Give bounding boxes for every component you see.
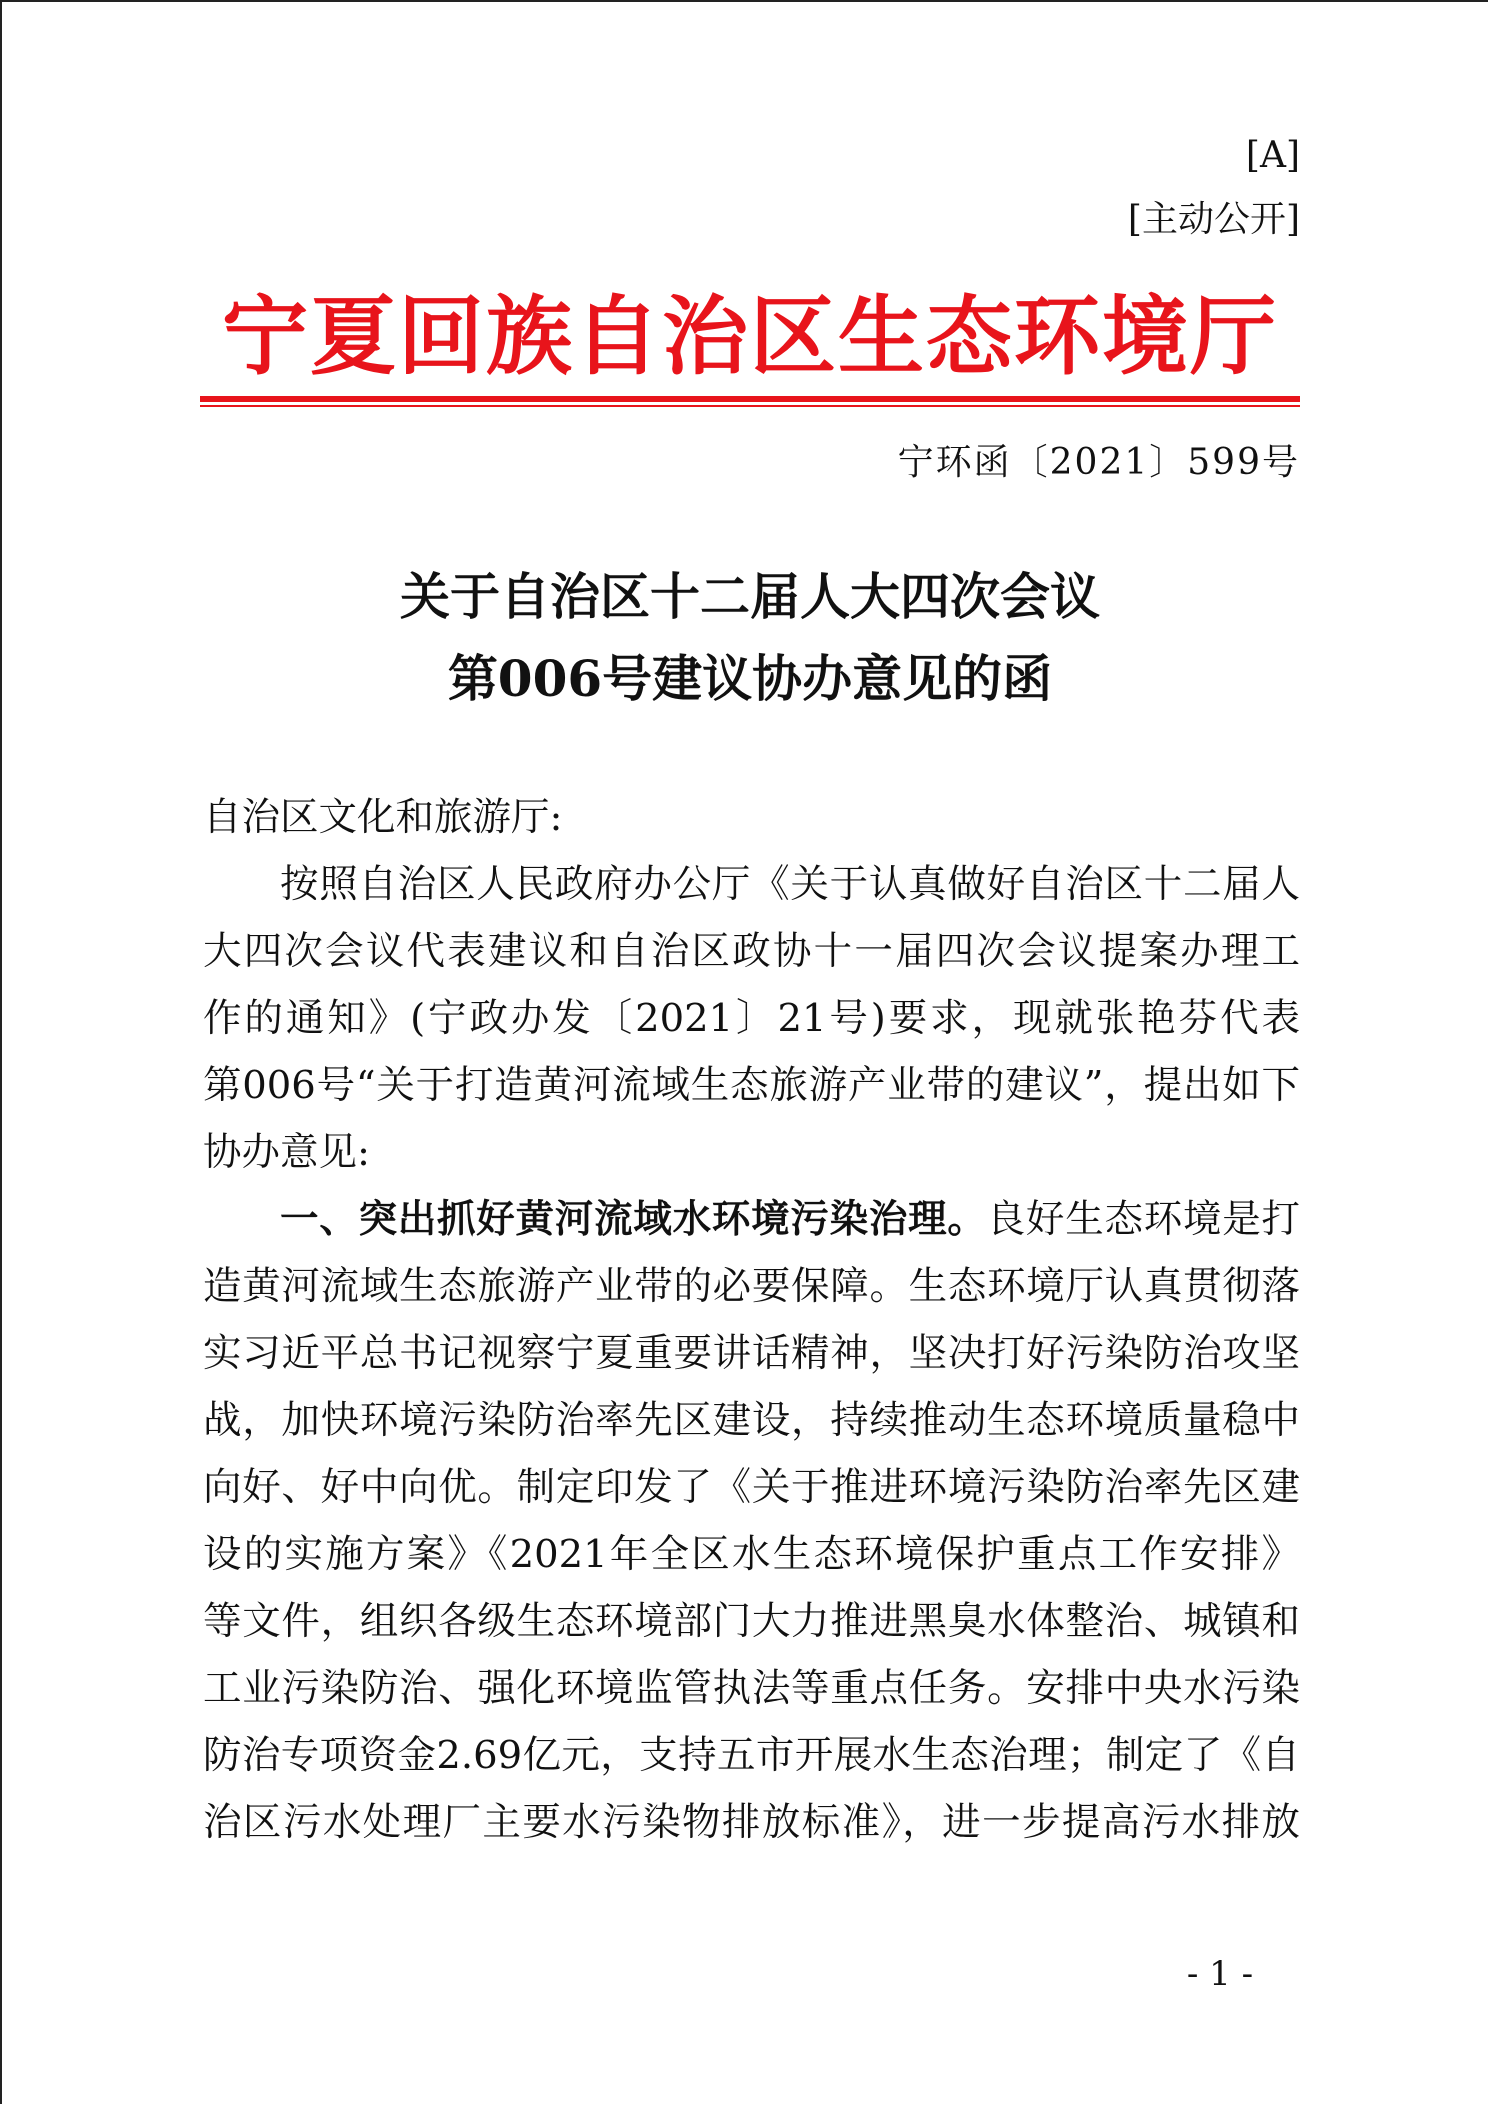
body-line: 协办意见: (203, 1130, 370, 1175)
body-line: 防治专项资金2.69亿元，支持五市开展水生态治理；制定了《自 (203, 1733, 1300, 1778)
disclosure-label: [主动公开] (1127, 199, 1300, 240)
body-line: 工业污染防治、强化环境监管执法等重点任务。安排中央水污染 (203, 1666, 1300, 1711)
section-1-heading: 一、突出抓好黄河流域水环境污染治理。 (280, 1197, 987, 1242)
page-edge-top (0, 0, 1488, 2)
body-line: 大四次会议代表建议和自治区政协十一届四次会议提案办理工 (203, 929, 1300, 974)
body-line: 等文件，组织各级生态环境部门大力推进黑臭水体整治、城镇和 (203, 1599, 1300, 1644)
body-line: 治区污水处理厂主要水污染物排放标准》，进一步提高污水排放 (203, 1800, 1300, 1845)
addressee: 自治区文化和旅游厅: (203, 795, 563, 840)
section-1-text: 良好生态环境是打 (986, 1197, 1300, 1242)
page-number: - 1 - (1186, 1954, 1254, 1994)
document-title-line-2: 第006号建议协办意见的函 (447, 649, 1053, 708)
page-edge-left (0, 0, 2, 2104)
red-separator-thick (200, 396, 1300, 402)
body-line: 第006号“关于打造黄河流域生态旅游产业带的建议”，提出如下 (203, 1063, 1300, 1108)
agency-red-header: 宁夏回族自治区生态环境厅 (222, 286, 1278, 387)
document-number: 宁环函〔2021〕599号 (897, 442, 1300, 483)
body-line: 战，加快环境污染防治率先区建设，持续推动生态环境质量稳中 (203, 1398, 1300, 1443)
section-1-first-line (203, 1186, 1300, 1253)
document-title-line-1: 关于自治区十二届人大四次会议 (400, 567, 1100, 626)
body-line: 向好、好中向优。制定印发了《关于推进环境污染防治率先区建 (203, 1465, 1300, 1510)
document-body (203, 784, 1300, 1856)
body-line: 作的通知》(宁政办发〔2021〕21号)要求，现就张艳芬代表 (203, 996, 1300, 1041)
red-separator-thin (200, 405, 1300, 407)
classification-label: [A] (1245, 135, 1300, 176)
body-line: 设的实施方案》《2021年全区水生态环境保护重点工作安排》 (203, 1532, 1300, 1577)
body-line: 按照自治区人民政府办公厅《关于认真做好自治区十二届人 (280, 862, 1300, 907)
body-line: 造黄河流域生态旅游产业带的必要保障。生态环境厅认真贯彻落 (203, 1264, 1300, 1309)
body-line: 实习近平总书记视察宁夏重要讲话精神，坚决打好污染防治攻坚 (203, 1331, 1300, 1376)
